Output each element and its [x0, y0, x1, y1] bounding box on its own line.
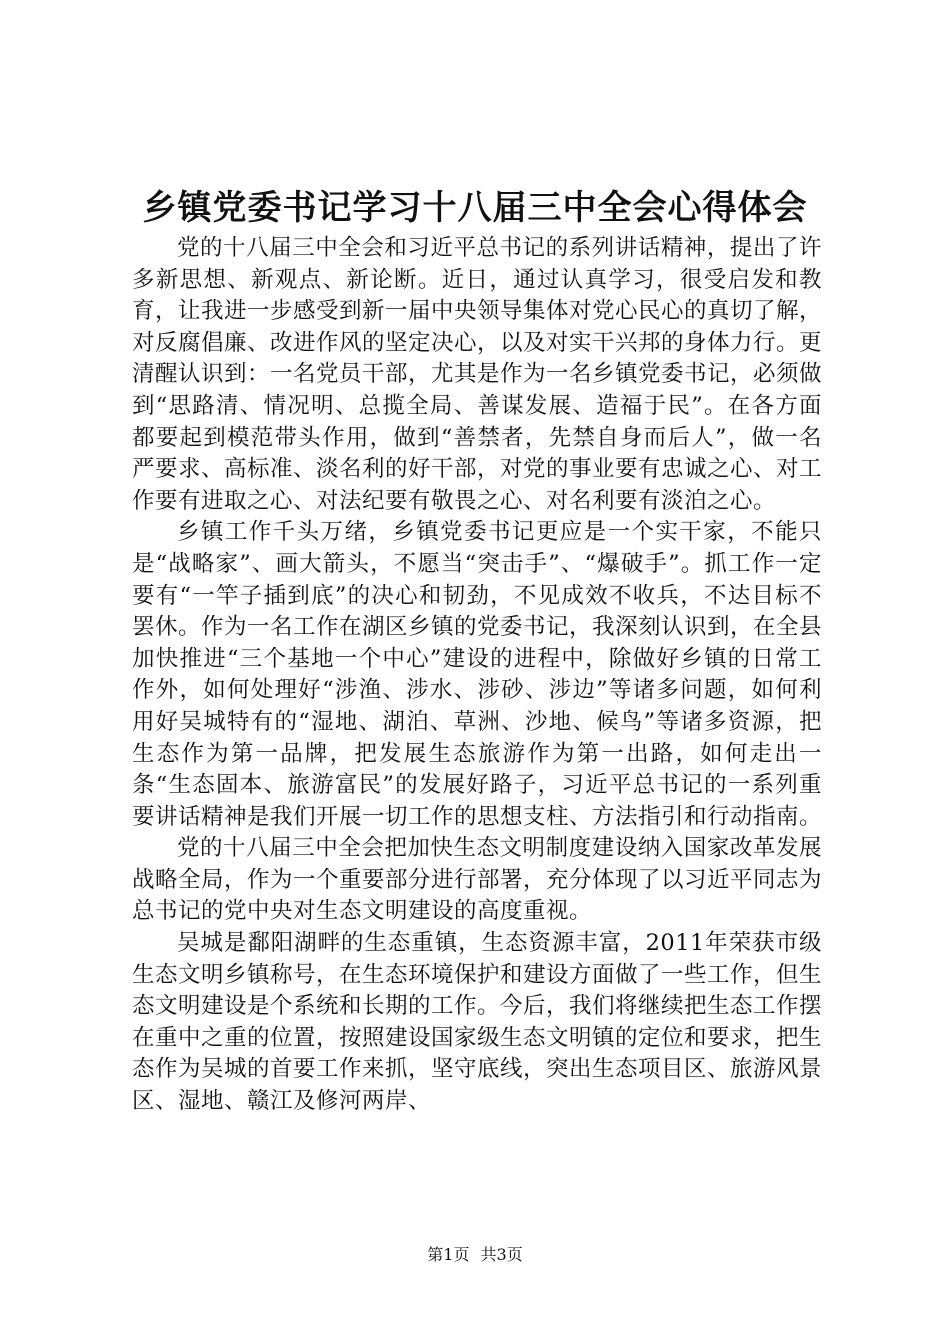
paragraph: 党的十八届三中全会把加快生态文明制度建设纳入国家改革发展战略全局，作为一个重要部分进行部署，充分体现了以习近平同志为总书记的党中央对生态文明建设的高度重视。 — [132, 835, 823, 925]
page-number-total: 共3页 — [480, 1245, 523, 1264]
page-footer — [0, 1245, 950, 1265]
document-title: 乡镇党委书记学习十八届三中全会心得体会 — [142, 188, 808, 228]
page-number-current: 第1页 — [427, 1245, 470, 1264]
document-body — [132, 233, 822, 1118]
paragraph: 吴城是鄱阳湖畔的生态重镇，生态资源丰富，2011年荣获市级生态文明乡镇称号，在生态环境保护和建设方面做了一些工作，但生态文明建设是个系统和长期的工作。今后，我们将继续把生态工作摆在重中之重的位置，按照建设国家级生态文明镇的定位和要求，把生态作为吴城的首要工作来抓，坚守底线，突出生态项目区、旅游风景区、湿地、赣江及修河两岸、 — [132, 930, 823, 1115]
paragraph: 乡镇工作千头万绪，乡镇党委书记更应是一个实干家，不能只是“战略家”、画大箭头，不愿当“突击手”、“爆破手”。抓工作一定要有“一竿子插到底”的决心和韧劲，不见成效不收兵，不达目标不罢休。作为一名工作在湖区乡镇的党委书记，我深刻认识到，在全县加快推进“三个基地一个中心”建设的进程中，除做好乡镇的日常工作外，如何处理好“涉渔、涉水、涉砂、涉边”等诸多问题，如何利用好吴城特有的“湿地、湖泊、草洲、沙地、候鸟”等诸多资源，把生态作为第一品牌，把发展生态旅游作为第一出路，如何走出一条“生态固本、旅游富民”的发展好路子，习近平总书记的一系列重要讲话精神是我们开展一切工作的思想支柱、方法指引和行动指南。 — [132, 519, 823, 830]
paragraph: 党的十八届三中全会和习近平总书记的系列讲话精神，提出了许多新思想、新观点、新论断。近日，通过认真学习，很受启发和教育，让我进一步感受到新一届中央领导集体对党心民心的真切了解，对反腐倡廉、改进作风的坚定决心，以及对实干兴邦的身体力行。更清醒认识到：一名党员干部，尤其是作为一名乡镇党委书记，必须做到“思路清、情况明、总揽全局、善谋发展、造福于民”。在各方面都要起到模范带头作用，做到“善禁者，先禁自身而后人”，做一名严要求、高标准、淡名利的好干部，对党的事业要有忠诚之心、对工作要有进取之心、对法纪要有敬畏之心、对名利要有淡泊之心。 — [132, 235, 823, 514]
